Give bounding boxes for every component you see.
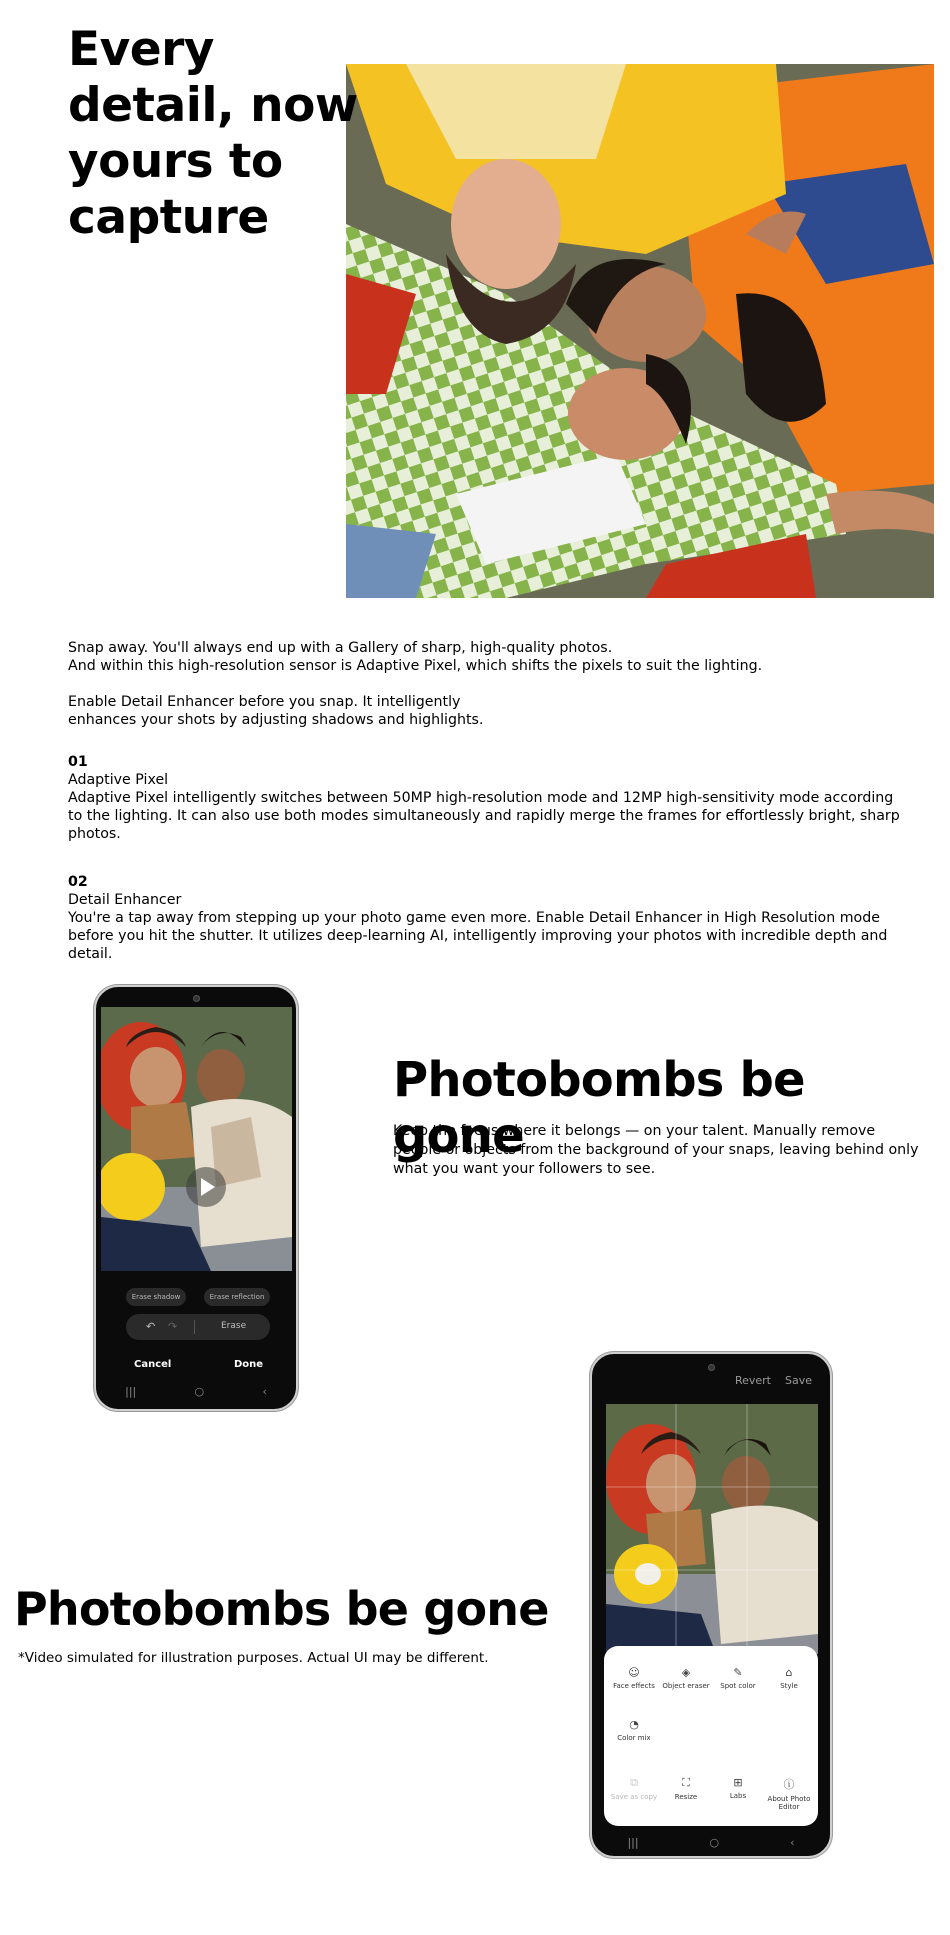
face-effects-icon: ☺ — [628, 1666, 640, 1679]
tool-save-as-copy[interactable] — [609, 1776, 659, 1801]
tool-label: Save as copy — [610, 1793, 658, 1801]
cancel-button[interactable]: Cancel — [134, 1359, 172, 1370]
intro-section — [68, 639, 908, 963]
front-camera — [193, 995, 200, 1002]
tool-spot-color[interactable] — [713, 1666, 763, 1690]
tool-style[interactable] — [764, 1666, 814, 1690]
tool-label: About Photo Editor — [767, 1795, 811, 1811]
front-camera — [708, 1364, 715, 1371]
feature-title: Adaptive Pixel — [68, 772, 169, 788]
info-icon: ⓘ — [783, 1778, 795, 1791]
erase-shadow-button[interactable]: Erase shadow — [126, 1288, 186, 1306]
editor-top-actions — [735, 1374, 812, 1387]
feature-adaptive-pixel — [68, 753, 908, 843]
undo-icon[interactable]: ↶ — [146, 1320, 156, 1333]
tool-resize[interactable] — [661, 1776, 711, 1801]
phone-nav-bar — [592, 1836, 830, 1849]
hero-title: Every detail, now yours to capture — [68, 22, 358, 245]
photobombs-title-repeat: Photobombs be gone — [14, 1582, 549, 1636]
resize-icon: ⛶ — [682, 1776, 690, 1789]
tool-object-eraser[interactable] — [661, 1666, 711, 1690]
selfie-photo — [101, 1007, 292, 1271]
play-button[interactable] — [186, 1167, 226, 1207]
tool-about-photo-editor[interactable] — [764, 1776, 814, 1811]
disclaimer: *Video simulated for illustration purposes. Actual UI may be different. — [18, 1650, 489, 1666]
save-button[interactable]: Save — [784, 1374, 812, 1387]
back-icon[interactable]: ‹ — [262, 1385, 267, 1398]
feature-number: 01 — [68, 754, 88, 770]
editor-tools-sheet — [604, 1646, 818, 1826]
tool-label: Labs — [729, 1792, 747, 1800]
editor-photo — [606, 1404, 818, 1654]
feature-number: 02 — [68, 874, 88, 890]
tool-face-effects[interactable] — [609, 1666, 659, 1690]
phone-nav-bar — [96, 1385, 296, 1398]
done-button[interactable]: Done — [234, 1359, 264, 1370]
hero-photo — [346, 64, 934, 598]
home-icon[interactable]: ○ — [194, 1385, 205, 1398]
hero-photo-illustration — [346, 64, 934, 598]
phone-photo-editor — [590, 1352, 832, 1858]
phone-screen-photo — [101, 1007, 292, 1271]
tool-label: Object eraser — [662, 1682, 710, 1690]
tool-label: Resize — [674, 1793, 698, 1801]
save-as-copy-icon: ⧉ — [630, 1776, 638, 1789]
tool-label: Spot color — [720, 1682, 756, 1690]
divider — [194, 1320, 195, 1334]
tool-label: Face effects — [613, 1682, 655, 1690]
erase-toolbar — [126, 1314, 270, 1340]
recent-apps-icon[interactable]: ||| — [627, 1836, 639, 1849]
tool-label: Color mix — [617, 1734, 651, 1742]
feature-body: Adaptive Pixel intelligently switches between 50MP high-resolution mode and 12MP high-sensitivity mode according to the lighting. It can also use both modes simultaneously and rapidly merge the frames for effortlessly bright, sharp photos. — [68, 790, 900, 842]
tool-color-mix[interactable] — [609, 1718, 659, 1742]
photobombs-title: Photobombs be gone — [393, 1052, 805, 1164]
labs-icon: ⊞ — [733, 1776, 743, 1789]
tool-label: Style — [780, 1682, 798, 1690]
home-icon[interactable]: ○ — [709, 1836, 720, 1849]
erase-reflection-button[interactable]: Erase reflection — [204, 1288, 270, 1306]
spot-color-icon: ✎ — [733, 1666, 743, 1679]
tool-labs[interactable] — [713, 1776, 763, 1800]
erase-button[interactable]: Erase — [221, 1321, 247, 1331]
style-icon: ⌂ — [785, 1666, 793, 1679]
object-eraser-icon: ◈ — [681, 1666, 691, 1679]
feature-title: Detail Enhancer — [68, 892, 182, 908]
intro-paragraph-1: Snap away. You'll always end up with a Gallery of sharp, high-quality photos. And within this high-resolution sensor is Adaptive Pixel, which shifts the pixels to suit the lighting. — [68, 640, 763, 674]
phone-object-eraser-video — [94, 985, 298, 1411]
feature-detail-enhancer — [68, 873, 908, 963]
back-icon[interactable]: ‹ — [790, 1836, 795, 1849]
revert-button[interactable]: Revert — [734, 1374, 771, 1387]
recent-apps-icon[interactable]: ||| — [125, 1385, 137, 1398]
intro-paragraph-2: Enable Detail Enhancer before you snap. It intelligently enhances your shots by adjusting shadows and highlights. — [68, 694, 484, 728]
redo-icon[interactable]: ↷ — [168, 1320, 178, 1333]
feature-body: You're a tap away from stepping up your photo game even more. Enable Detail Enhancer in High Resolution mode before you hit the shutter. It utilizes deep-learning AI, intelligently improving your photos with incredible depth and detail. — [68, 910, 888, 962]
color-mix-icon: ◔ — [629, 1718, 639, 1731]
selfie-photo — [606, 1404, 818, 1654]
photobombs-description: Keep the focus where it belongs — on your talent. Manually remove people or objects from the background of your snaps, leaving behind only what you want your followers to see. — [393, 1123, 919, 1177]
